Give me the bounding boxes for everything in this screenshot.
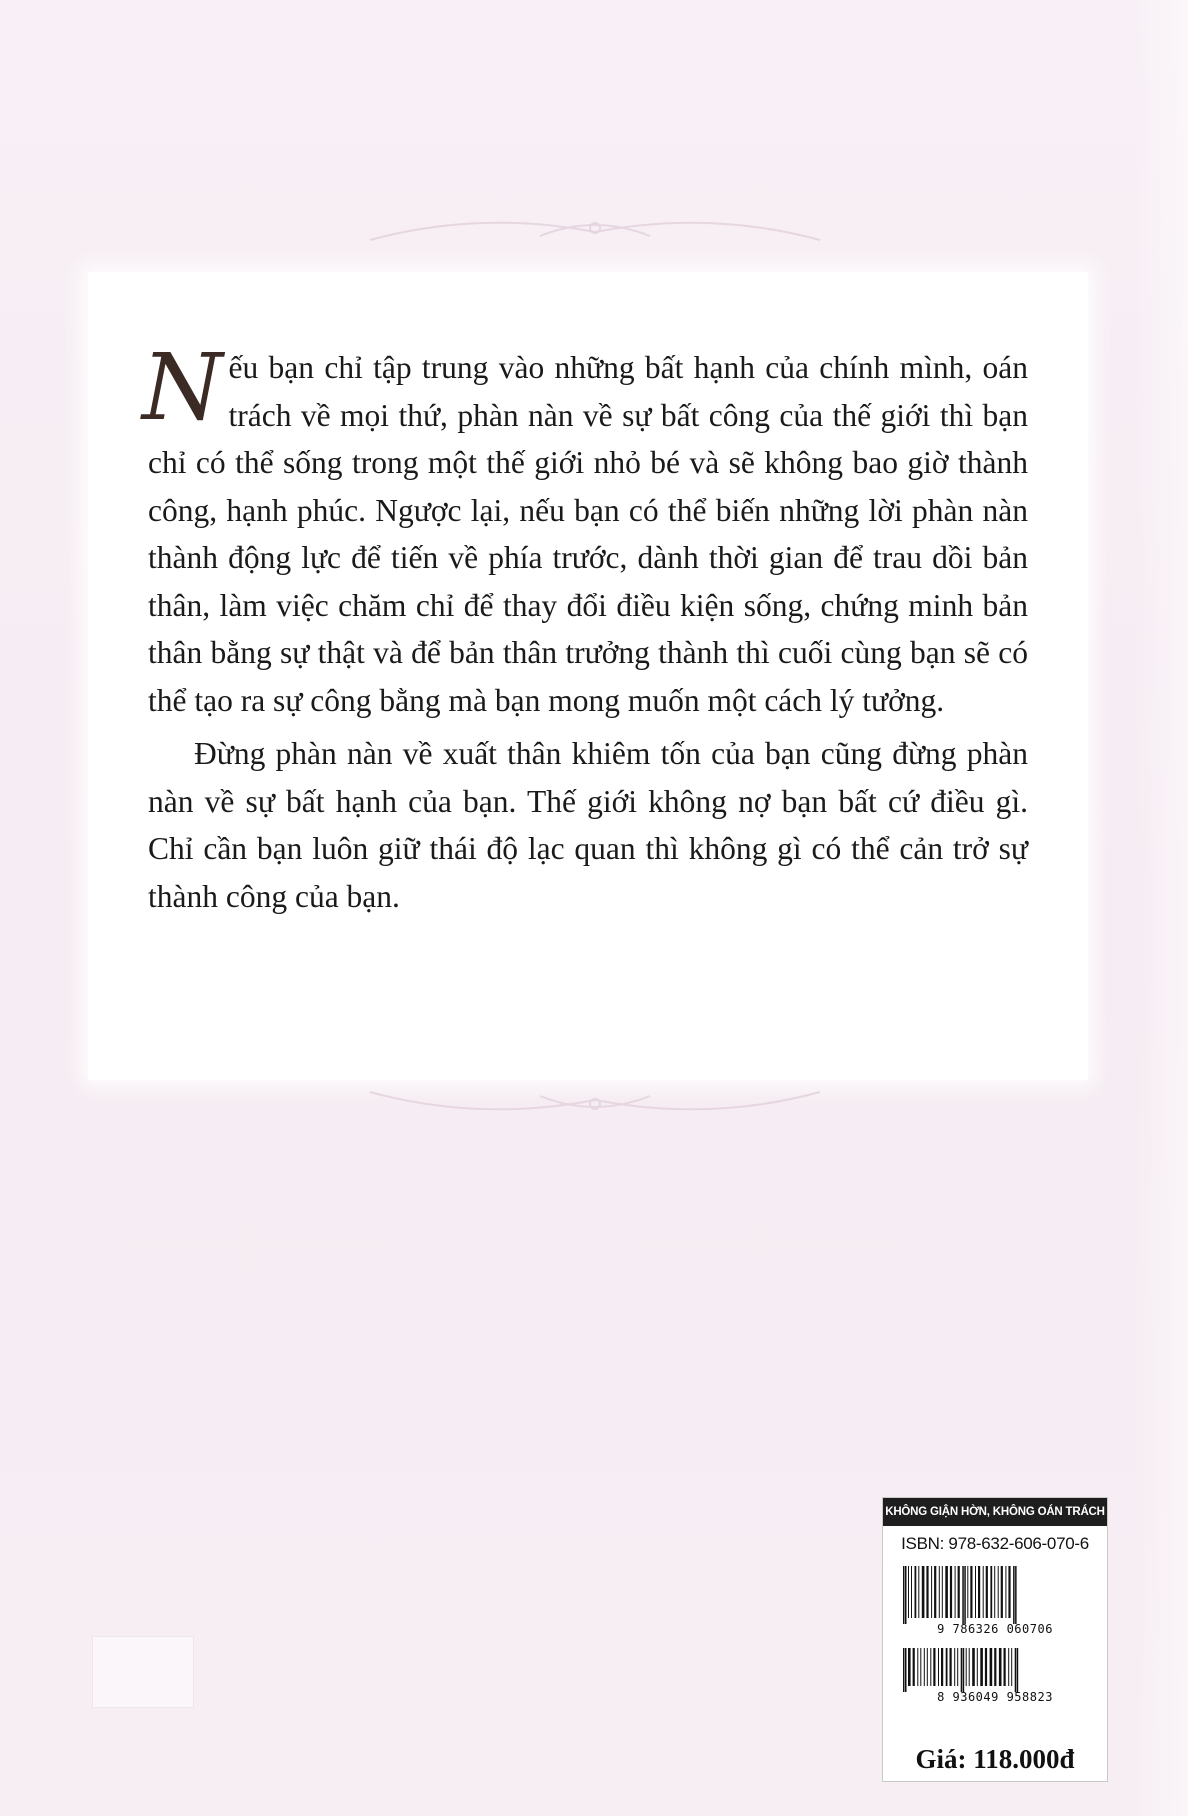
text-panel — [88, 272, 1088, 1080]
barcode-bar — [934, 1566, 936, 1618]
barcode-bar — [994, 1648, 996, 1686]
barcode-bar — [915, 1566, 917, 1618]
barcode-bar — [926, 1566, 928, 1618]
barcode-bar — [945, 1566, 948, 1618]
barcode-bar — [990, 1566, 992, 1618]
barcode-bar — [994, 1566, 995, 1618]
barcode-bar — [986, 1566, 988, 1618]
barcode-bar — [955, 1566, 956, 1618]
barcode-bar — [963, 1648, 965, 1692]
barcode-bar — [964, 1566, 966, 1624]
barcode-bar — [990, 1648, 993, 1686]
barcode-bar — [980, 1648, 983, 1686]
barcode-bar — [942, 1566, 943, 1618]
barcode-bar — [967, 1566, 968, 1618]
barcode-bar — [941, 1648, 943, 1686]
isbn-barcode — [899, 1566, 1091, 1624]
barcode-bar — [970, 1566, 972, 1618]
barcode-bar — [1015, 1566, 1017, 1624]
cover-edge — [1134, 0, 1188, 1816]
barcode-bar — [903, 1566, 905, 1624]
barcode-bar — [908, 1566, 909, 1618]
barcode-bar — [939, 1566, 940, 1618]
barcode-bar — [950, 1648, 952, 1686]
barcode-bar — [957, 1648, 958, 1686]
barcode-bar — [918, 1566, 919, 1618]
barcode-bar — [961, 1648, 963, 1692]
barcode-bar — [954, 1648, 955, 1686]
barcode-bar — [1015, 1648, 1017, 1692]
barcode-bar — [1008, 1648, 1009, 1686]
paragraph-1-text: ếu bạn chỉ tập trung vào những bất hạnh của chính mình, oán trách về mọi thứ, phàn nàn về sự bất công của thế giới thì bạn chỉ có thể sống trong một thế giới nhỏ bé và sẽ không bao giờ thành công, hạnh phúc. Ngược lại, nếu bạn có thể biến những lời phàn nàn thành động lực để tiến về phía trước, dành thời gian để trau dồi bản thân, làm việc chăm chỉ để thay đổi điều kiện sống, chứng minh bản thân bằng sự thật và để bản thân trưởng thành thì cuối cùng bạn sẽ có thể tạo ra sự công bằng mà bạn mong muốn một cách lý tưởng. — [148, 350, 1028, 718]
barcode-bar — [966, 1648, 967, 1686]
barcode-bar — [977, 1648, 978, 1686]
barcode-bar — [975, 1566, 976, 1618]
barcode-bar — [1001, 1566, 1003, 1618]
barcode-bar — [924, 1648, 925, 1686]
paragraph-1 — [142, 334, 1028, 724]
barcode-title: KHÔNG GIẬN HỜN, KHÔNG OÁN TRÁCH — [883, 1498, 1107, 1526]
barcode-bar — [905, 1648, 907, 1692]
barcode-bar — [922, 1566, 925, 1618]
barcode-bar — [969, 1648, 970, 1686]
body-text — [142, 334, 1028, 926]
barcode-bar — [946, 1648, 948, 1686]
barcode-bar — [998, 1566, 999, 1618]
ean-barcode-digits: 8 936049 958823 — [937, 1690, 1053, 1704]
ean-barcode — [899, 1648, 1091, 1692]
barcode-bar — [1008, 1566, 1010, 1618]
barcode-bar — [931, 1566, 932, 1618]
paragraph-2: Đừng phàn nàn về xuất thân khiêm tốn của bạn cũng đừng phàn nàn về sự bất hạnh của bạn. Thế giới không nợ bạn bất cứ điều gì. Chỉ cần bạn luôn giữ thái độ lạc quan thì không gì có thể cản trở sự thành công của bạn. — [148, 736, 1028, 914]
barcode-bar — [917, 1648, 918, 1686]
price: Giá: 118.000đ — [915, 1744, 1075, 1774]
barcode-bar — [1013, 1566, 1015, 1624]
corner-mark — [92, 1636, 194, 1708]
barcode-bar — [911, 1566, 912, 1618]
barcode-bar — [930, 1648, 931, 1686]
barcode-bar — [933, 1648, 935, 1686]
ornament-top — [360, 200, 830, 260]
isbn-barcode-digits: 9 786326 060706 — [937, 1622, 1053, 1636]
barcode-bar — [950, 1566, 952, 1618]
barcode-label — [882, 1497, 1108, 1782]
barcode-bar — [927, 1648, 928, 1686]
barcode-bar — [1005, 1566, 1006, 1618]
isbn-text: ISBN: 978-632-606-070-6 — [901, 1534, 1089, 1553]
barcode-bar — [962, 1566, 964, 1624]
barcode-bar — [903, 1648, 905, 1692]
barcode-bar — [908, 1648, 911, 1686]
barcode-bar — [1004, 1648, 1006, 1686]
barcode-bar — [913, 1648, 915, 1686]
barcode-bar — [972, 1648, 975, 1686]
barcode-bar — [920, 1648, 921, 1686]
ornament-bottom — [360, 1072, 830, 1132]
barcode-bar — [958, 1566, 960, 1618]
barcode-bar — [905, 1566, 907, 1624]
barcode-bar — [999, 1648, 1002, 1686]
barcode-bar — [985, 1648, 987, 1686]
barcode-bar — [978, 1566, 980, 1618]
barcode-bar — [1011, 1648, 1012, 1686]
barcode-bar — [1017, 1648, 1019, 1692]
drop-cap: N — [142, 334, 223, 441]
barcode-bar — [983, 1566, 984, 1618]
barcode-bar — [938, 1648, 939, 1686]
